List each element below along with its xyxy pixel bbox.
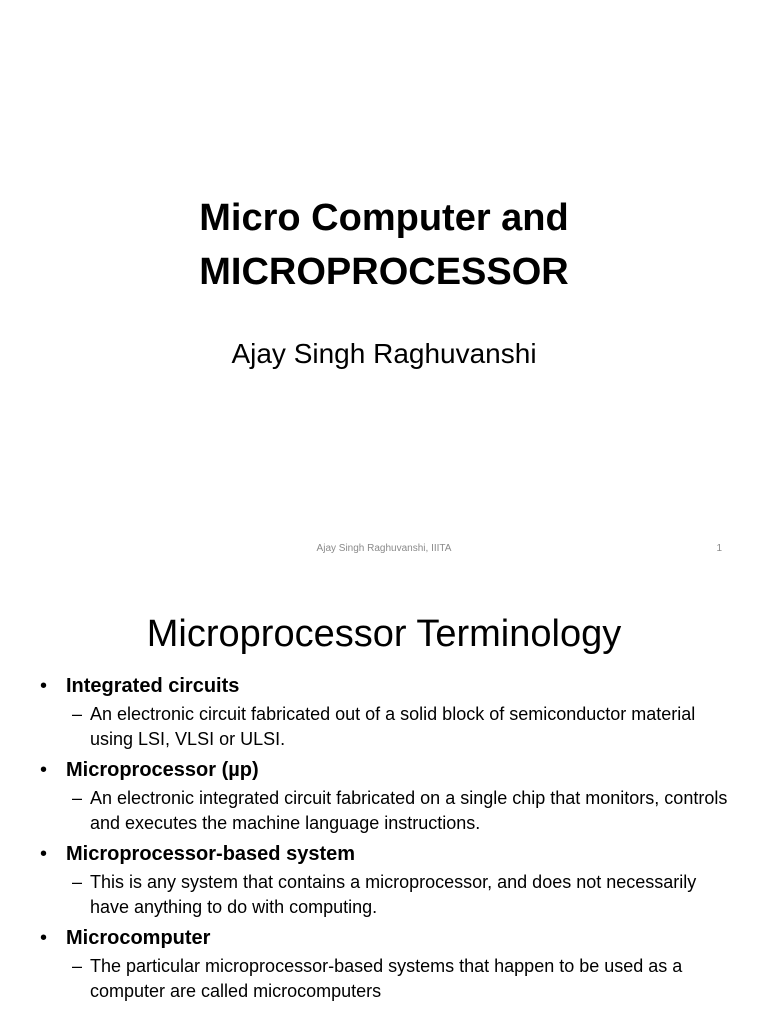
dash-icon: – (72, 956, 83, 976)
term-label: Microprocessor (µp) (66, 759, 259, 781)
page-number: 1 (716, 543, 722, 554)
dash-icon: – (72, 704, 83, 724)
slide-title (0, 191, 768, 299)
term-label: Microprocessor-based system (66, 843, 356, 865)
bullet-icon: • (40, 675, 48, 697)
bullet-icon: • (40, 927, 48, 949)
bullet-icon: • (40, 843, 48, 865)
term-description: The particular microprocessor-based systems that happen to be used as a computer are called microcomputers (90, 956, 683, 1001)
list-item (40, 924, 740, 1004)
list-item (40, 756, 740, 836)
term-description: An electronic circuit fabricated out of a solid block of semiconductor material using LSI, VLSI or ULSI. (90, 704, 696, 749)
list-item (40, 840, 740, 920)
term-description: An electronic integrated circuit fabricated on a single chip that monitors, controls and executes the machine language instructions. (90, 788, 728, 833)
term-label: Microcomputer (66, 927, 211, 949)
list-item (40, 672, 740, 752)
slide-2 (0, 576, 768, 1024)
term-description: This is any system that contains a microprocessor, and does not necessarily have anything to do with computing. (90, 872, 697, 917)
dash-icon: – (72, 872, 83, 892)
dash-icon: – (72, 788, 83, 808)
title-line-1: Micro Computer and (199, 197, 569, 239)
bullet-icon: • (40, 759, 48, 781)
term-label: Integrated circuits (66, 675, 240, 697)
title-line-2: MICROPROCESSOR (199, 251, 569, 293)
slide-footer: Ajay Singh Raghuvanshi, IIITA (316, 543, 452, 554)
terminology-list (40, 672, 740, 1008)
author-name: Ajay Singh Raghuvanshi (231, 338, 537, 369)
slide-heading: Microprocessor Terminology (146, 613, 622, 655)
